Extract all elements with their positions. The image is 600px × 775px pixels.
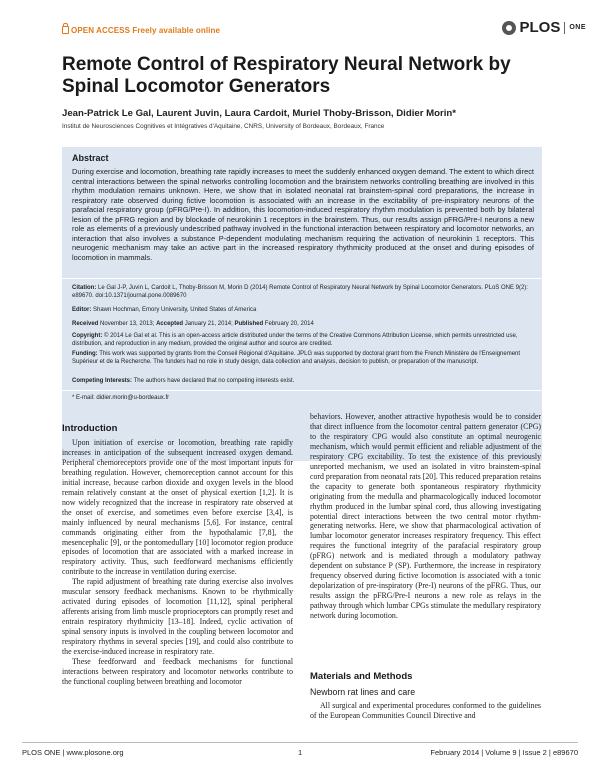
accepted-label: Accepted [156,321,184,327]
left-column [62,438,293,687]
journal-logo-text: PLOS [519,19,561,36]
citation [72,285,534,300]
author-list: Jean-Patrick Le Gal, Laurent Juvin, Laura Cardoit, Muriel Thoby-Brisson, Didier Morin* [62,108,456,119]
meta-divider [62,390,542,391]
copyright-text: © 2014 Le Gal et al. This is an open-access article distributed under the terms of the Creative Commons Attribution License, which permits unrestricted use, distribution, and reproduction in any medium, provided the original author and source are credited. [72,333,518,347]
dates [72,321,534,329]
citation-text: Le Gal J-P, Juvin L, Cardoit L, Thoby-Brisson M, Morin D (2014) Remote Control of Respiratory Neural Network by Spinal Locomotor Generators. PLoS ONE 9(2): e89670. doi:10.1371/journal.pone.0089670 [72,285,528,299]
introduction-heading: Introduction [62,423,118,434]
affiliation: Institut de Neurosciences Cognitives et Intégratives d'Aquitaine, CNRS, University of Bordeaux, Bordeaux, France [62,123,385,130]
competing-label: Competing Interests: [72,378,133,384]
copyright-label: Copyright: [72,333,103,339]
intro-paragraph-4: behaviors. However, another attractive hypothesis would be to consider that direct influence from the locomotor central pattern generator (CPG) to the respiratory CPG would also constitute an optimal neurogenic mechanism, which would permit efficient and reliable adjustment of the respiratory CPG excitability. To test the existence of this previously unreported mechanism, we used an isolated in vitro brainstem-spinal cord preparation from neonatal rats [20]. This reduced preparation retains the capacity to generate both spontaneous respiratory rhythmicity originating from the medulla and pharmacologically induced locomotor rhythm produced in the lumbar spinal cord, thus allowing investigating potential direct interactions between the two central motor rhythm-generating networks. Here, we show that pharmacological activation of lumbar locomotor generator increases respiratory frequency. This effect requires the functional integrity of the parafacial respiratory group (pFRG) network and is mediated through a modulatory pathway dependent on substance P (SP). Furthermore, the increase in respiratory frequency observed during fictive locomotion is associated with a tonic depolarization of pre-inspiratory (Pre-I) neurons of the pFRG. Thus, our results assign the pFRG/Pre-I neurons a new role as relays in the pathway through which lumbar CPGs stimulate the medullary respiratory network during locomotion. [310,412,541,621]
competing-text: The authors have declared that no competing interests exist. [132,378,295,384]
received-date: November 13, 2013; [98,321,157,327]
right-column [310,412,541,621]
competing-interests [72,378,534,386]
footer-divider [22,742,578,743]
methods-heading: Materials and Methods [310,671,413,682]
plos-logo-icon [502,21,516,35]
funding-label: Funding: [72,351,98,357]
accepted-date: January 21, 2014; [183,321,235,327]
editor [72,307,534,315]
logo-divider [564,22,565,34]
open-access-banner [62,26,220,35]
intro-paragraph-2: The rapid adjustment of breathing rate during exercise also involves muscular sensory feedback mechanisms. Known to be rhythmically activated during episodes of locomotion [11,12], spinal peripheral afferents arising from limb muscle proprioceptors can promptly reset and entrain respiratory rhythmicity [13–18]. Indeed, cyclic activation of spinal sensory inputs is involved in the coupling between locomotor and respiratory rhythms in several species [19], and could also contribute to the exercise-induced increase in respiratory rate. [62,577,293,657]
funding [72,351,534,366]
published-label: Published [234,321,264,327]
abstract-text: During exercise and locomotion, breathing rate rapidly increases to meet the suddenly enhanced oxygen demand. The extent to which direct central interactions between the spinal networks controlling locomotion and the brainstem networks controlling breathing are involved in this rhythm modulation remains unknown. Here, we show that in isolated neonatal rat brainstem-spinal cord preparations, the increase in respiratory rate observed during fictive locomotion is associated with an increase in the excitability of pre-inspiratory neurons of the parafacial respiratory group (pFRG/Pre-I). In addition, this locomotion-induced respiratory rhythm modulation is prevented both by bilateral lesion of the pFRG region and by blockade of neurokinin 1 receptors in the brainstem. Thus, our results assign pFRG/Pre-I neurons a new role as elements of a previously undescribed pathway involved in the functional interaction between respiratory and locomotor networks, an interaction that also involves a substance P-dependent modulating mechanism requiring the activation of neurokinin 1 receptors. This neurogenic mechanism may take an active part in the increased respiratory rhythmicity produced at the onset and during episodes of locomotion in mammals. [72,167,534,262]
editor-text: Shawn Hochman, Emory University, United States of America [91,307,257,313]
journal-logo [502,19,586,36]
open-access-text: OPEN ACCESS Freely available online [71,26,221,35]
methods-subheading: Newborn rat lines and care [310,687,416,697]
open-lock-icon [62,26,69,34]
copyright [72,333,534,348]
footer-journal: PLOS ONE | www.plosone.org [22,748,124,757]
funding-text: This work was supported by grants from the Conseil Régional d'Aquitaine. JPLG was supported by doctoral grant from the French Ministère de l'Enseignement Supérieur et de la Recherche. The funders had no role in study design, data collection and analysis, decision to publish, or preparation of the manuscript. [72,351,521,365]
abstract-divider [62,278,542,279]
methods-text [310,701,541,721]
corresponding-email: * E-mail: didier.morin@u-bordeaux.fr [72,395,170,401]
editor-label: Editor: [72,307,92,313]
published-date: February 20, 2014 [263,321,314,327]
article-title: Remote Control of Respiratory Neural Network by Spinal Locomotor Generators [62,54,511,97]
footer-issue: February 2014 | Volume 9 | Issue 2 | e89670 [430,748,578,757]
methods-paragraph-1: All surgical and experimental procedures conformed to the guidelines of the European Communities Council Directive and [310,701,541,720]
page-number: 1 [298,748,303,757]
journal-logo-suffix: ONE [569,24,586,31]
intro-paragraph-1: Upon initiation of exercise or locomotion, breathing rate rapidly increases in anticipation of the subsequent increased oxygen demand. Peripheral chemoreceptors provide one of the most important inputs for breathing regulation. However, chemoreception cannot account for this initial increase, because carbon dioxide and oxygen levels in the blood remain relatively constant at the onset of physical exertion [1,2]. It is now widely recognized that the increase in respiratory rate observed at the onset of exercise, and sometimes even before exercise [3,4], is mainly influenced by neural mechanisms [5,6]. For instance, central commands originating either from the hypothalamic [7,8], the mesencephalic [9], or the pontomedullary [10] locomotor region produce episodes of locomotion that are associated with a marked increase in respiratory activity. Thus, such feedforward mechanisms efficiently contribute to the increase in ventilation during exercise. [62,438,293,577]
abstract-heading: Abstract [72,153,109,163]
intro-paragraph-3: These feedforward and feedback mechanisms for functional interactions between respiratory and locomotor networks contribute to the functional coupling between breathing and locomotor [62,656,293,686]
citation-label: Citation: [72,285,97,291]
received-label: Received [72,321,99,327]
